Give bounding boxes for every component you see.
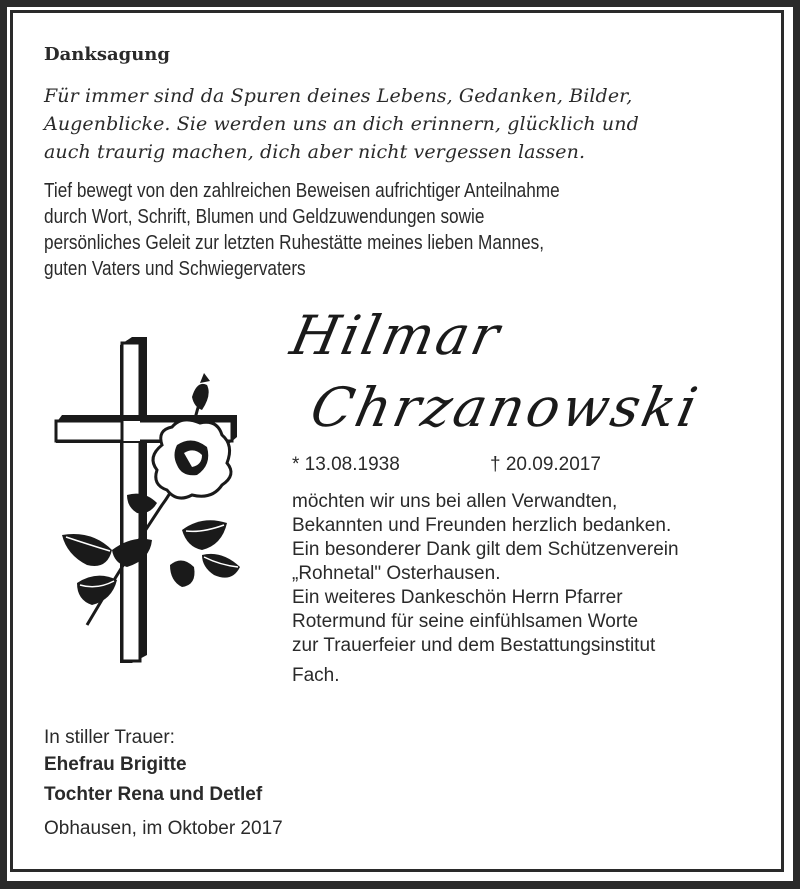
thanks-line: Ein weiteres Dankeschön Herrn Pfarrer [292, 587, 623, 608]
thanks-line: Fach. [292, 665, 340, 686]
thanks-line: Bekannten und Freunden herzlich bedanken. [292, 515, 672, 536]
thanks-line: zur Trauerfeier und dem Bestattungsinstitut [292, 635, 656, 656]
death-date: † 20.09.2017 [490, 454, 601, 475]
thanks-line: Rotermund für seine einfühlsamen Worte [292, 611, 639, 632]
intro-line: durch Wort, Schrift, Blumen und Geldzuwendungen sowie [44, 206, 485, 228]
intro-text [44, 178, 560, 282]
deceased-first-name: Hilmar [285, 304, 508, 367]
deceased-last-name: Chrzanowski [305, 376, 706, 439]
thanks-line: möchten wir uns bei allen Verwandten, [292, 491, 618, 512]
poem [44, 82, 639, 166]
mourner-name: Tochter Rena und Detlef [44, 784, 263, 805]
intro-line: Tief bewegt von den zahlreichen Beweisen aufrichtiger Anteilnahme [44, 180, 560, 202]
mourners-label: In stiller Trauer: [44, 727, 175, 748]
poem-line: Für immer sind da Spuren deines Lebens, Gedanken, Bilder, [44, 85, 633, 107]
poem-line: Augenblicke. Sie werden uns an dich erinnern, glücklich und [44, 113, 639, 135]
thanks-text [292, 490, 679, 688]
place-date: Obhausen, im Oktober 2017 [44, 818, 283, 839]
cross-rose-icon [52, 335, 252, 665]
mourners [44, 726, 262, 810]
life-dates [292, 454, 601, 476]
thanks-line: „Rohnetal" Osterhausen. [292, 563, 501, 584]
mourner-name: Ehefrau Brigitte [44, 754, 187, 775]
intro-line: guten Vaters und Schwiegervaters [44, 258, 306, 280]
intro-line: persönliches Geleit zur letzten Ruhestätte meines lieben Mannes, [44, 232, 545, 254]
poem-line: auch traurig machen, dich aber nicht vergessen lassen. [44, 141, 586, 163]
thanks-line: Ein besonderer Dank gilt dem Schützenverein [292, 539, 679, 560]
notice-heading: Danksagung [44, 44, 170, 65]
birth-date: * 13.08.1938 [292, 454, 400, 475]
